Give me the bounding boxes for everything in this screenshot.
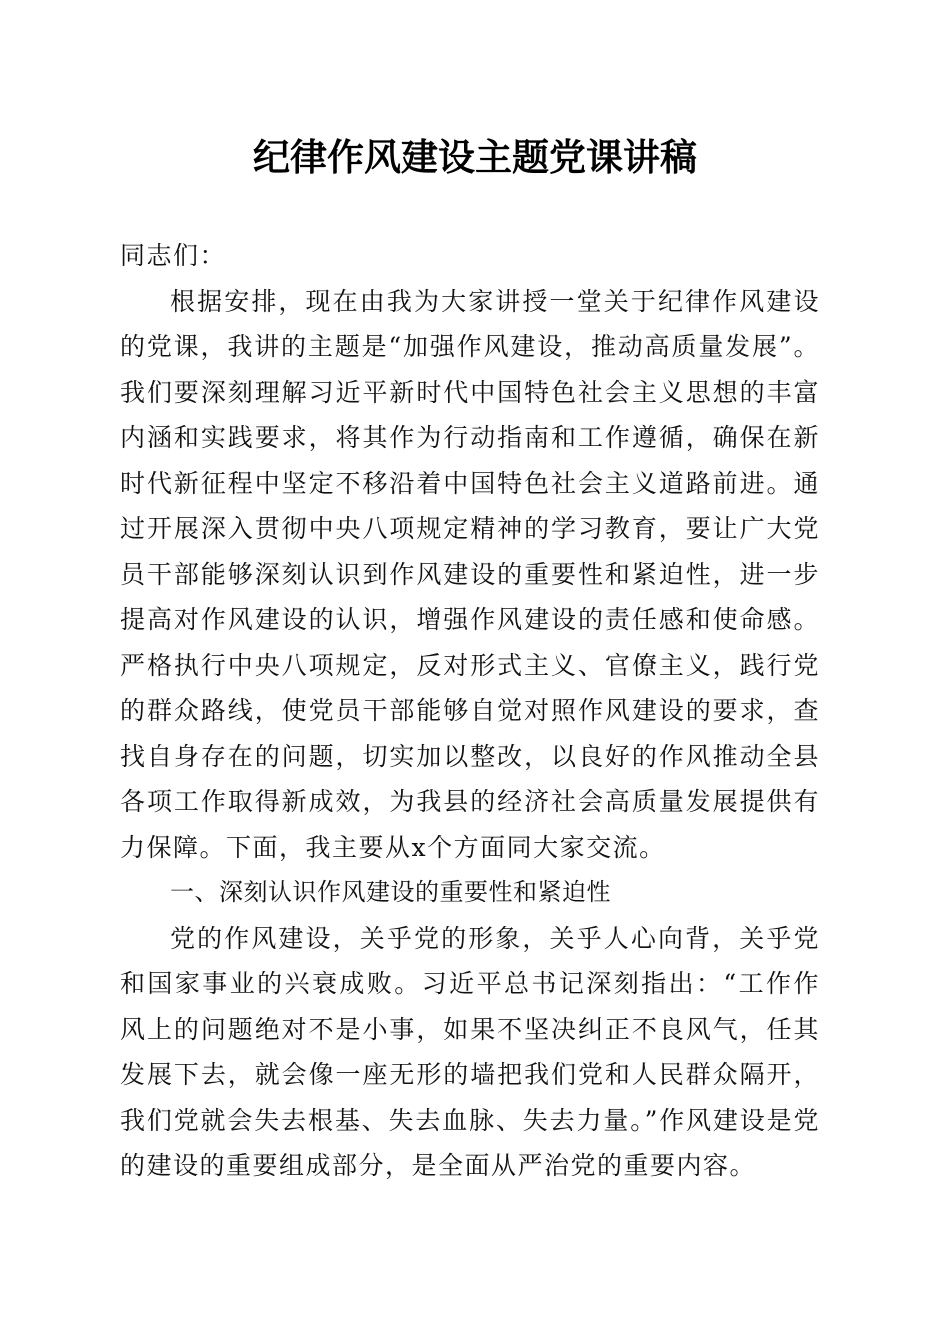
salutation: 同志们： [120,241,227,270]
section-heading: 一、深刻认识作风建设的重要性和紧迫性 [170,878,611,906]
document-body [120,233,820,1189]
intro-paragraph: 根据安排，现在由我为大家讲授一堂关于纪律作风建设的党课，我讲的主题是“加强作风建设，推动高质量发展”。我们要深刻理解习近平新时代中国特色社会主义思想的丰富内涵和实践要求，将其作为行动指南和工作遵循，确保在新时代新征程中坚定不移沿着中国特色社会主义道路前进。通过开展深入贯彻中央八项规定精神的学习教育，要让广大党员干部能够深刻认识到作风建设的重要性和紧迫性，进一步提高对作风建设的认识，增强作风建设的责任感和使命感。严格执行中央八项规定，反对形式主义、官僚主义，践行党的群众路线，使党员干部能够自觉对照作风建设的要求，查找自身存在的问题，切实加以整改，以良好的作风推动全县各项工作取得新成效，为我县的经济社会高质量发展提供有力保障。下面，我主要从x个方面同大家交流。 [120,286,820,862]
section-paragraph: 党的作风建设，关乎党的形象，关乎人心向背，关乎党和国家事业的兴衰成败。习近平总书记深刻指出：“工作作风上的问题绝对不是小事，如果不坚决纠正不良风气，任其发展下去，就会像一座无形的墙把我们党和人民群众隔开，我们党就会失去根基、失去血脉、失去力量。”作风建设是党的建设的重要组成部分，是全面从严治党的重要内容。 [120,923,820,1180]
document-title: 纪律作风建设主题党课讲稿 [253,136,697,179]
